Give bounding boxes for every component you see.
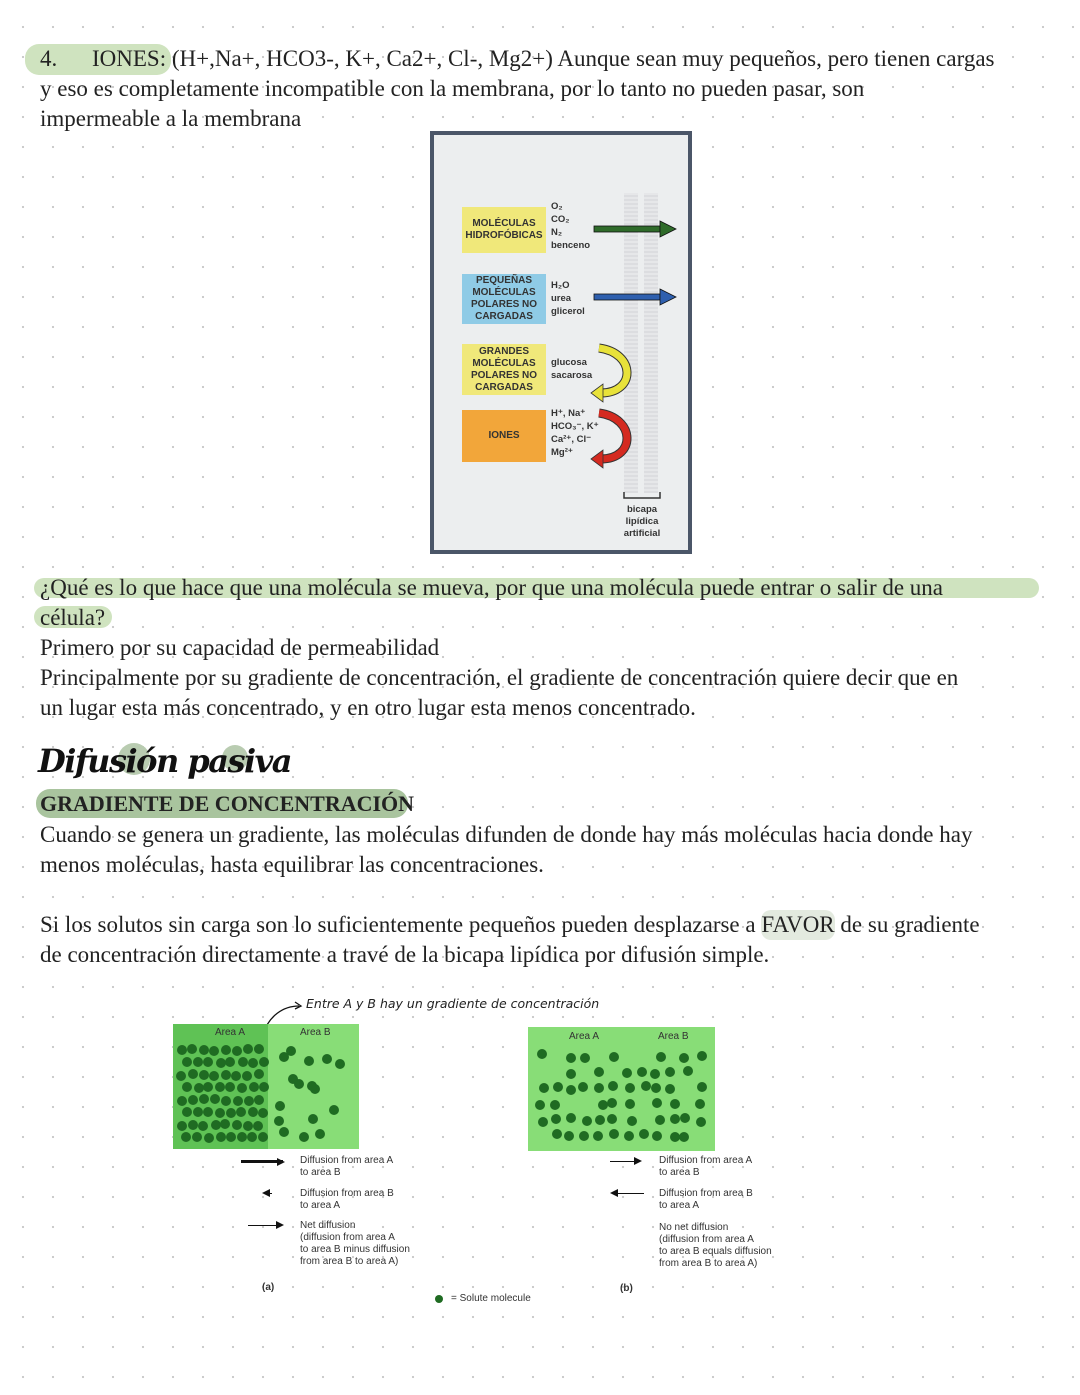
para1-line1: Cuando se genera un gradiente, las moléculas difunden de donde hay más moléculas hacia donde hay xyxy=(40,822,973,847)
solute-molecule-dot xyxy=(193,1107,203,1117)
solute-molecule-dot xyxy=(652,1131,662,1141)
solute-molecule-dot xyxy=(188,1095,198,1105)
solute-molecule-dot xyxy=(578,1082,588,1092)
solute-molecule-dot xyxy=(670,1099,680,1109)
bilayer-label: bicapa xyxy=(626,504,658,515)
legend-b-1-line1: Diffusion from area A xyxy=(659,1155,753,1166)
left-arrow-icon xyxy=(612,1193,644,1194)
panel-a-area-a-label: Area A xyxy=(215,1027,246,1038)
section-4-line2: y eso es completamente incompatible con la membrana, por lo tanto no pueden pasar, son xyxy=(40,76,865,101)
solute-molecule-dot xyxy=(177,1096,187,1106)
solute-molecule-dot xyxy=(551,1114,561,1124)
legend-b-2-line1: Diffusion from area B xyxy=(659,1188,753,1199)
solute-molecule-dot xyxy=(697,1082,707,1092)
solute-molecule-dot xyxy=(622,1068,632,1078)
legend-a-2-line1: Diffusion from area B xyxy=(300,1188,394,1199)
favor-highlight: FAVOR xyxy=(761,910,834,940)
solute-molecule-dot xyxy=(609,1052,619,1062)
section-4-line3: impermeable a la membrana xyxy=(40,106,302,131)
para1-line2: menos moléculas, hasta equilibrar las concentraciones. xyxy=(40,852,544,877)
legend-b-3-line4: from area B to area A) xyxy=(659,1258,758,1269)
solute-molecule-dot xyxy=(625,1099,635,1109)
molecule: O₂ xyxy=(551,201,563,212)
thick-right-arrow-icon xyxy=(241,1160,283,1163)
solute-molecule-dot xyxy=(248,1058,258,1068)
section-title: Difusión pasiva xyxy=(38,742,291,780)
molecule: CO₂ xyxy=(551,214,570,225)
legend-a-1-line2: to area B xyxy=(300,1167,341,1178)
para2-line1 xyxy=(40,910,980,940)
solute-molecule-dot xyxy=(656,1052,666,1062)
solute-molecule-dot xyxy=(221,1070,231,1080)
solute-molecule-dot xyxy=(595,1115,605,1125)
handwritten-annotation: Entre A y B hay un gradiente de concentración xyxy=(306,996,600,1011)
solute-molecule-dot xyxy=(566,1085,576,1095)
solute-molecule-dot xyxy=(552,1129,562,1139)
green-arrow-icon xyxy=(594,221,676,237)
section-4-line1: IONES: (H+,Na+, HCO3-, K+, Ca2+, Cl-, Mg2+) Aunque sean muy pequeños, pero tienen cargas xyxy=(92,46,995,71)
solute-molecule-dot xyxy=(232,1046,242,1056)
solute-molecule-dot xyxy=(535,1100,545,1110)
solute-molecule-dot xyxy=(275,1101,285,1111)
section-subtitle: GRADIENTE DE CONCENTRACIÓN xyxy=(40,791,415,816)
solute-molecule-dot xyxy=(697,1051,707,1061)
molecule: N₂ xyxy=(551,227,563,238)
legend-b-1-line2: to area B xyxy=(659,1167,700,1178)
solute-molecule-dot xyxy=(249,1082,259,1092)
solute-molecule-dot xyxy=(238,1057,248,1067)
solute-molecule-dot xyxy=(279,1052,289,1062)
solute-molecule-dot xyxy=(231,1071,241,1081)
solute-key-icon xyxy=(435,1295,443,1303)
legend-a-2-line2: to area A xyxy=(300,1200,341,1211)
solute-molecule-dot xyxy=(593,1131,603,1141)
legend-b-3-line3: to area B equals diffusion xyxy=(659,1246,772,1257)
solute-molecule-dot xyxy=(665,1084,675,1094)
para2-text-post: de su gradiente xyxy=(834,912,980,937)
solute-molecule-dot xyxy=(627,1116,637,1126)
molecule: Ca²⁺, Cl⁻ xyxy=(551,434,592,445)
solute-molecule-dot xyxy=(680,1113,690,1123)
solute-molecule-dot xyxy=(696,1117,706,1127)
solute-molecule-dot xyxy=(609,1129,619,1139)
solute-molecule-dot xyxy=(665,1067,675,1077)
solute-molecule-dot xyxy=(624,1131,634,1141)
solute-molecule-dot xyxy=(279,1127,289,1137)
solute-molecule-dot xyxy=(655,1115,665,1125)
right-arrow-icon xyxy=(610,1161,640,1162)
question-line1: ¿Qué es lo que hace que una molécula se mueva, por que una molécula puede entrar o salir de una xyxy=(40,575,944,600)
legend-b-2-line2: to area A xyxy=(659,1200,700,1211)
answer-2a: Principalmente por su gradiente de concentración, el gradiente de concentración quiere decir que en xyxy=(40,665,959,690)
solute-molecule-dot xyxy=(199,1094,209,1104)
solute-molecule-dot xyxy=(637,1067,647,1077)
solute-molecule-dot xyxy=(579,1131,589,1141)
solute-molecule-dot xyxy=(652,1098,662,1108)
solute-molecule-dot xyxy=(199,1045,209,1055)
solute-molecule-dot xyxy=(650,1069,660,1079)
solute-molecule-dot xyxy=(322,1054,332,1064)
solute-molecule-dot xyxy=(608,1081,618,1091)
solute-molecule-dot xyxy=(566,1113,576,1123)
solute-molecule-dot xyxy=(177,1121,187,1131)
panel-b-area-b-label: Area B xyxy=(658,1031,689,1042)
solute-key: = Solute molecule xyxy=(451,1293,531,1304)
solute-molecule-dot xyxy=(221,1096,231,1106)
solute-molecule-dot xyxy=(308,1114,318,1124)
solute-molecule-dot xyxy=(329,1105,339,1115)
legend-b-3-line2: (diffusion from area A xyxy=(659,1234,754,1245)
solute-molecule-dot xyxy=(670,1114,680,1124)
solute-molecule-dot xyxy=(182,1107,192,1117)
legend-a-3-line4: from area B to area A) xyxy=(300,1256,399,1267)
blue-arrow-icon xyxy=(594,289,676,305)
solute-molecule-dot xyxy=(274,1116,284,1126)
panel-a-area-b-label: Area B xyxy=(300,1027,331,1038)
permeability-figure xyxy=(430,131,692,554)
bilayer-bracket xyxy=(624,492,660,498)
solute-molecule-dot xyxy=(304,1056,314,1066)
solute-molecule-dot xyxy=(695,1099,705,1109)
bilayer-label: artificial xyxy=(623,528,661,539)
para2-line2: de concentración directamente a travé de la bicapa lipídica por difusión simple. xyxy=(40,942,770,967)
solute-molecule-dot xyxy=(625,1083,635,1093)
molecule: H₂O xyxy=(551,280,570,291)
answer-2b: un lugar esta más concentrado, y en otro lugar esta menos concentrado. xyxy=(40,695,696,720)
solute-molecule-dot xyxy=(582,1116,592,1126)
solute-molecule-dot xyxy=(566,1069,576,1079)
solute-molecule-dot xyxy=(580,1053,590,1063)
question-line2: célula? xyxy=(40,605,106,630)
arrows xyxy=(434,135,688,550)
solute-molecule-dot xyxy=(299,1132,309,1142)
solute-molecule-dot xyxy=(315,1129,325,1139)
solute-molecule-dot xyxy=(335,1059,345,1069)
panel-b-area-a-label: Area A xyxy=(569,1031,600,1042)
solute-molecule-dot xyxy=(233,1096,243,1106)
section-number: 4. xyxy=(40,46,58,71)
legend-a-3-line2: (diffusion from area A xyxy=(300,1232,395,1243)
solute-molecule-dot xyxy=(226,1132,236,1142)
solute-molecule-dot xyxy=(198,1121,208,1131)
solute-molecule-dot xyxy=(641,1081,651,1091)
answer-1: Primero por su capacidad de permeabilidad xyxy=(40,635,440,660)
solute-molecule-dot xyxy=(538,1117,548,1127)
molecule: HCO₃⁻, K⁺ xyxy=(551,421,599,432)
solute-molecule-dot xyxy=(192,1132,202,1142)
solute-molecule-dot xyxy=(679,1132,689,1142)
solute-molecule-dot xyxy=(553,1082,563,1092)
solute-molecule-dot xyxy=(679,1053,689,1063)
molecule: urea xyxy=(551,293,572,304)
panel-a xyxy=(173,1024,359,1149)
solute-molecule-dot xyxy=(243,1121,253,1131)
solute-molecule-dot xyxy=(594,1083,604,1093)
right-arrow-icon xyxy=(248,1225,282,1226)
panel-a-letter: (a) xyxy=(262,1282,275,1293)
solute-molecule-dot xyxy=(209,1071,219,1081)
solute-molecule-dot xyxy=(639,1129,649,1139)
solute-molecule-dot xyxy=(288,1074,298,1084)
molecule: glicerol xyxy=(551,306,585,317)
molecule: glucosa xyxy=(551,357,587,368)
solute-molecule-dot xyxy=(683,1066,693,1076)
solute-molecule-dot xyxy=(550,1100,560,1110)
small-left-arrow-icon xyxy=(264,1193,272,1194)
legend-b-3-line1: No net diffusion xyxy=(659,1222,729,1233)
solute-molecule-dot xyxy=(244,1096,254,1106)
solute-molecule-dot xyxy=(537,1049,547,1059)
solute-molecule-dot xyxy=(181,1132,191,1142)
molecule: Mg²⁺ xyxy=(551,447,573,458)
solute-molecule-dot xyxy=(226,1108,236,1118)
solute-molecule-dot xyxy=(215,1082,225,1092)
solute-molecule-dot xyxy=(203,1057,213,1067)
molecule: benceno xyxy=(551,240,591,251)
solute-molecule-dot xyxy=(209,1046,219,1056)
para2-text-pre: Si los solutos sin carga son lo suficientemente pequeños pueden desplazarse a xyxy=(40,912,762,937)
molecule: H⁺, Na⁺ xyxy=(551,408,586,419)
solute-molecule-dot xyxy=(607,1098,617,1108)
solute-molecule-dot xyxy=(564,1131,574,1141)
legend-a-1-line1: Diffusion from area A xyxy=(300,1155,394,1166)
solute-molecule-dot xyxy=(216,1132,226,1142)
solute-molecule-dot xyxy=(651,1083,661,1093)
label-large-polar: GRANDES MOLÉCULAS POLARES NO CARGADAS xyxy=(462,344,546,395)
solute-molecule-dot xyxy=(221,1045,231,1055)
solute-molecule-dot xyxy=(307,1081,317,1091)
molecule: sacarosa xyxy=(551,370,593,381)
panel-b-letter: (b) xyxy=(620,1283,633,1294)
legend-a-3-line1: Net diffusion xyxy=(300,1220,356,1231)
bilayer-label: lipídica xyxy=(625,516,659,527)
legend-a-3-line3: to area B minus diffusion xyxy=(300,1244,410,1255)
solute-molecule-dot xyxy=(607,1114,617,1124)
label-ions: IONES xyxy=(462,410,546,462)
solute-molecule-dot xyxy=(594,1067,604,1077)
solute-molecule-dot xyxy=(194,1083,204,1093)
solute-molecule-dot xyxy=(199,1070,209,1080)
panel-b xyxy=(528,1027,715,1151)
label-small-polar: PEQUEÑAS MOLÉCULAS POLARES NO CARGADAS xyxy=(462,274,546,324)
label-hydrophobic: MOLÉCULAS HIDROFÓBICAS xyxy=(462,207,546,253)
solute-molecule-dot xyxy=(566,1053,576,1063)
solute-molecule-dot xyxy=(539,1083,549,1093)
